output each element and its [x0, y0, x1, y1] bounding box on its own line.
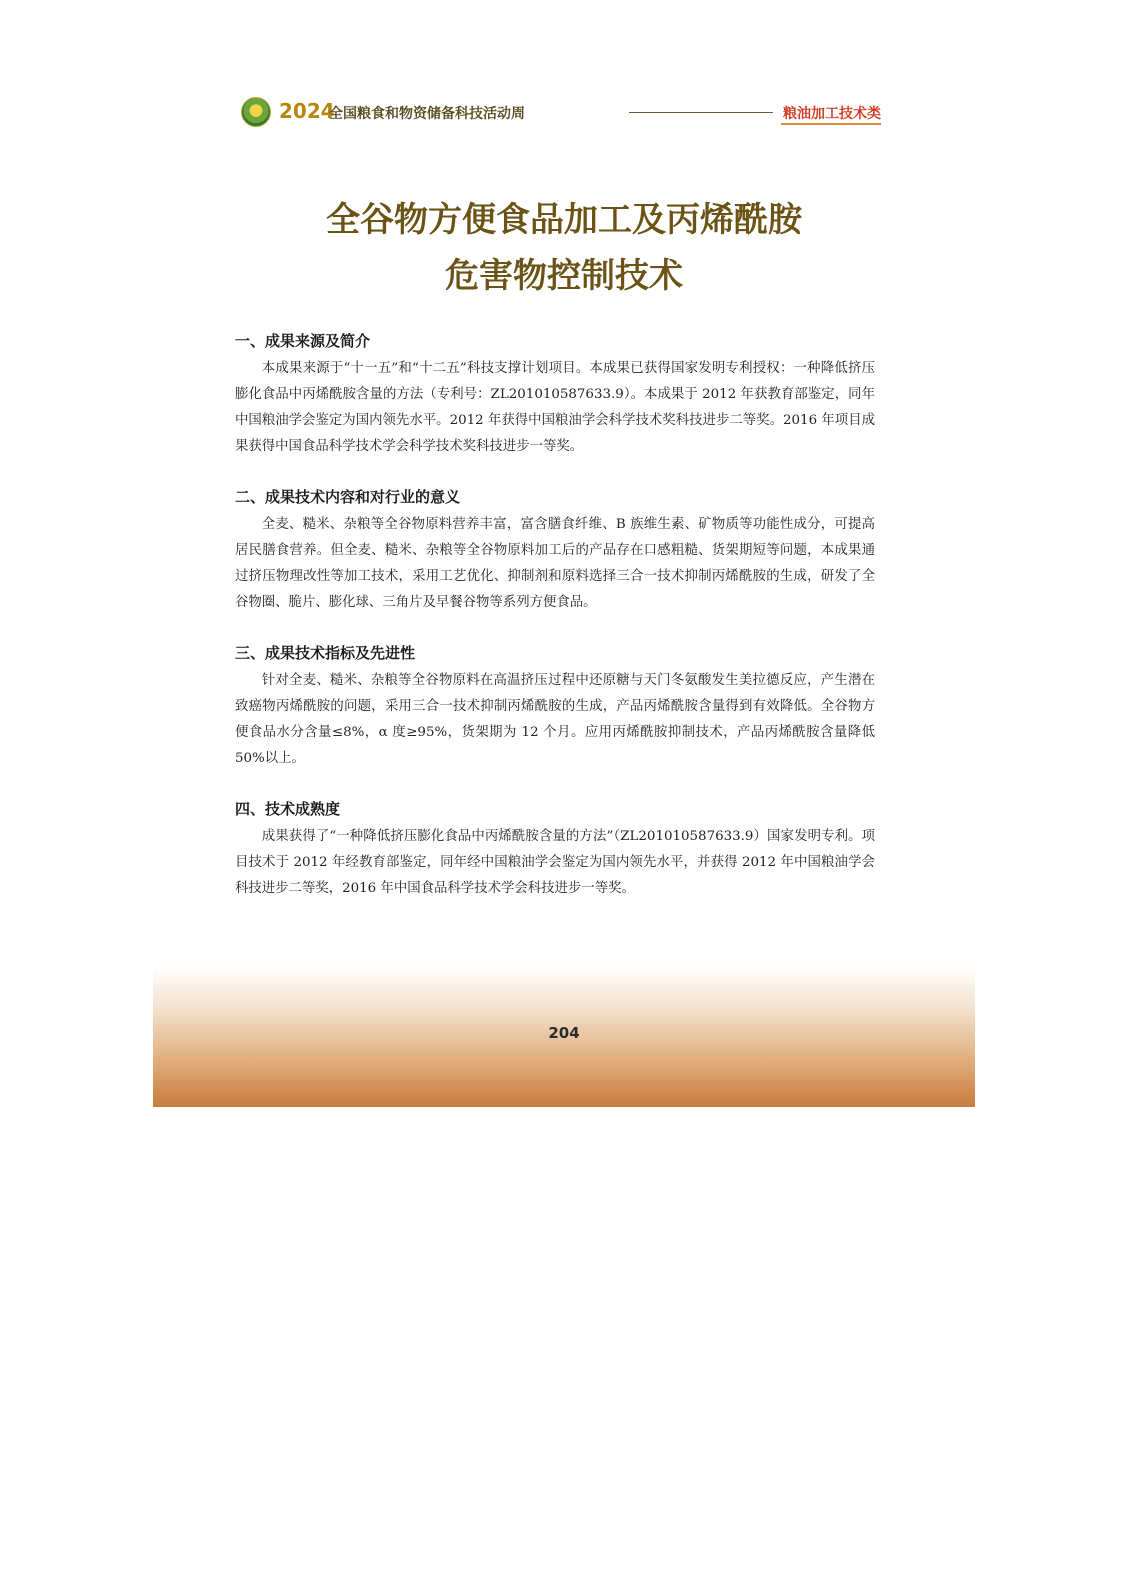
section-paragraph: 针对全麦、糙米、杂粮等全谷物原料在高温挤压过程中还原糖与天门冬氨酸发生美拉德反应，产生潜在致癌物丙烯酰胺的问题，采用三合一技术抑制丙烯酰胺的生成，产品丙烯酰胺含量得到有效降低。全谷物方便食品水分含量≤8%，α 度≥95%，货架期为 12 个月。应用丙烯酰胺抑制技术，产品丙烯酰胺含量降低 50%以上。	[235, 673, 875, 766]
document-body	[235, 328, 875, 926]
section-source	[235, 328, 875, 460]
section-heading: 三、成果技术指标及先进性	[235, 644, 416, 662]
section-paragraph: 全麦、糙米、杂粮等全谷物原料营养丰富，富含膳食纤维、B 族维生素、矿物质等功能性成分，可提高居民膳食营养。但全麦、糙米、杂粮等全谷物原料加工后的产品存在口感粗糙、货架期短等问题，本成果通过挤压物理改性等加工技术，采用工艺优化、抑制剂和原料选择三合一技术抑制丙烯酰胺的生成，研发了全谷物圈、脆片、膨化球、三角片及早餐谷物等系列方便食品。	[235, 517, 875, 610]
header-divider	[629, 112, 773, 113]
header-category-underline	[781, 123, 881, 125]
document-title	[153, 192, 975, 304]
section-indicators	[235, 640, 875, 772]
section-heading: 二、成果技术内容和对行业的意义	[235, 488, 461, 506]
header-year: 2024	[279, 99, 335, 123]
page-header	[241, 97, 881, 127]
header-event-title: 全国粮食和物资储备科技活动周	[329, 106, 525, 122]
page-number: 204	[548, 1024, 580, 1042]
section-heading: 四、技术成熟度	[235, 800, 341, 818]
section-content	[235, 484, 875, 616]
title-line-2: 危害物控制技术	[445, 256, 683, 296]
title-line-1: 全谷物方便食品加工及丙烯酰胺	[326, 200, 802, 240]
section-heading: 一、成果来源及简介	[235, 332, 371, 350]
section-maturity	[235, 796, 875, 902]
header-category: 粮油加工技术类	[783, 106, 881, 122]
section-paragraph: 本成果来源于“十一五”和“十二五”科技支撑计划项目。本成果已获得国家发明专利授权：一种降低挤压膨化食品中丙烯酰胺含量的方法（专利号：ZL201010587633.9）。本成果于 2012 年获教育部鉴定，同年中国粮油学会鉴定为国内领先水平。2012 年获得中国粮油学会科学技术奖科技进步二等奖。2016 年项目成果获得中国食品科学技术学会科学技术奖科技进步一等奖。	[235, 361, 875, 454]
section-paragraph: 成果获得了“一种降低挤压膨化食品中丙烯酰胺含量的方法”（ZL201010587633.9）国家发明专利。项目技术于 2012 年经教育部鉴定，同年经中国粮油学会鉴定为国内领先水平，并获得 2012 年中国粮油学会科技进步二等奖，2016 年中国食品科学技术学会科技进步一等奖。	[235, 829, 875, 896]
document-page	[153, 80, 975, 1107]
grain-emblem-icon	[241, 97, 271, 127]
